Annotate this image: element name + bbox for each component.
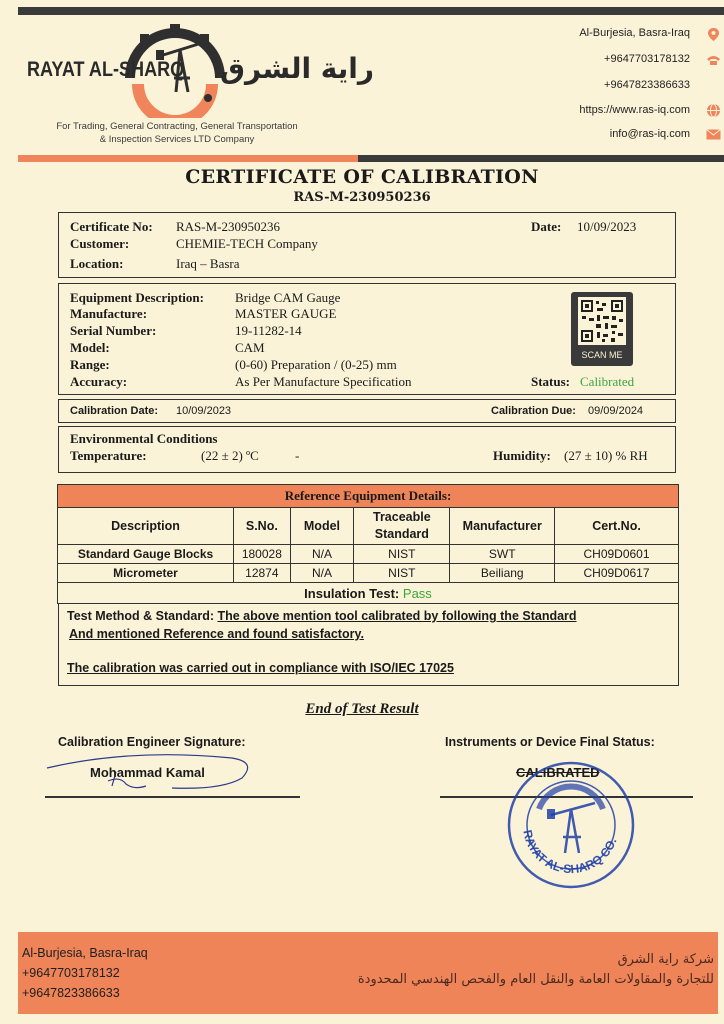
column-header: Model bbox=[290, 508, 354, 545]
status-value: Calibrated bbox=[580, 374, 635, 389]
column-header: Description bbox=[58, 508, 234, 545]
footer-arabic-line-2: للتجارة والمقاولات العامة والنقل العام والفحص الهندسي المحدودة bbox=[357, 972, 714, 987]
final-status-label: Instruments or Device Final Status: bbox=[445, 735, 655, 749]
manufacturer-value: MASTER GAUGE bbox=[235, 306, 337, 321]
test-method-line-2: And mentioned Reference and found satisfactory. bbox=[69, 627, 364, 641]
top-bar bbox=[18, 7, 724, 15]
table-cell: Standard Gauge Blocks bbox=[58, 545, 234, 564]
calibration-dates-box bbox=[58, 399, 676, 423]
column-header: Traceable Standard bbox=[354, 508, 450, 545]
manufacturer-label: Manufacture: bbox=[70, 306, 148, 321]
table-cell: SWT bbox=[450, 545, 555, 564]
insulation-label: Insulation Test: bbox=[304, 585, 400, 601]
engineer-signature-label: Calibration Engineer Signature: bbox=[58, 735, 246, 749]
final-status-value: CALIBRATED bbox=[516, 765, 600, 780]
date-label: Date: bbox=[531, 219, 562, 234]
table-cell: Micrometer bbox=[58, 564, 234, 583]
humidity-value: (27 ± 10) % RH bbox=[564, 448, 648, 463]
globe-icon bbox=[706, 103, 721, 118]
company-stamp bbox=[503, 757, 639, 893]
footer-address: Al-Burjesia, Basra-Iraq bbox=[22, 946, 148, 960]
table-cell: N/A bbox=[290, 564, 354, 583]
accuracy-value: As Per Manufacture Specification bbox=[235, 374, 412, 389]
table-header-row bbox=[58, 508, 679, 545]
stamp-text: RAYAT AL-SHARQ CO. bbox=[520, 828, 620, 877]
table-cell: NIST bbox=[354, 545, 450, 564]
table-row bbox=[58, 545, 679, 564]
phone-icon bbox=[706, 54, 721, 66]
footer-arabic bbox=[358, 950, 714, 990]
tagline-line-2: & Inspection Services LTD Company bbox=[99, 134, 255, 145]
logo-text-en: RAYAT AL-SHARQ bbox=[27, 58, 185, 81]
contact-phone-1: +9647703178132 bbox=[604, 53, 690, 65]
customer-label: Customer: bbox=[70, 236, 130, 251]
test-method-box bbox=[58, 603, 679, 686]
table-row bbox=[58, 564, 679, 583]
contact-website[interactable]: https://www.ras-iq.com bbox=[579, 104, 690, 116]
compliance-statement: The calibration was carried out in compliance with ISO/IEC 17025 bbox=[67, 661, 454, 675]
model-label: Model: bbox=[70, 340, 110, 355]
environment-heading: Environmental Conditions bbox=[70, 431, 218, 446]
qr-scan-label: SCAN ME bbox=[581, 350, 623, 360]
separator-dark bbox=[358, 155, 724, 162]
table-cell: CH09D0601 bbox=[555, 545, 679, 564]
test-method-line-1: The above mention tool calibrated by following the Standard bbox=[217, 609, 577, 623]
calibration-date-label: Calibration Date: bbox=[70, 405, 159, 417]
qr-code[interactable] bbox=[571, 292, 633, 366]
insulation-row bbox=[58, 583, 679, 604]
test-method-label: Test Method & Standard: bbox=[67, 609, 214, 623]
certificate-info-box bbox=[58, 212, 676, 278]
table-cell: N/A bbox=[290, 545, 354, 564]
calibration-due-value: 09/09/2024 bbox=[588, 405, 644, 417]
reference-equipment-section bbox=[57, 484, 679, 604]
table-cell: CH09D0617 bbox=[555, 564, 679, 583]
insulation-value: Pass bbox=[402, 585, 432, 601]
customer-value: CHEMIE-TECH Company bbox=[176, 236, 318, 251]
serial-label: Serial Number: bbox=[70, 323, 157, 338]
temperature-label: Temperature: bbox=[70, 448, 147, 463]
range-label: Range: bbox=[70, 357, 110, 372]
contact-email[interactable]: info@ras-iq.com bbox=[609, 128, 690, 140]
contact-address: Al-Burjesia, Basra-Iraq bbox=[579, 27, 690, 39]
footer-arabic-line-1: شركة راية الشرق bbox=[617, 952, 714, 967]
humidity-label: Humidity: bbox=[493, 448, 551, 463]
engineer-signature-line bbox=[45, 796, 300, 798]
engineer-name: Mohammad Kamal bbox=[90, 765, 205, 780]
location-label: Location: bbox=[70, 256, 124, 271]
location-pin-icon bbox=[707, 27, 720, 42]
table-cell: 180028 bbox=[234, 545, 291, 564]
certificate-id: RAS-M-230950236 bbox=[293, 190, 431, 205]
footer-phone-2: +9647823386633 bbox=[22, 986, 120, 1000]
contact-phone-2: +9647823386633 bbox=[604, 79, 690, 91]
reference-equipment-table bbox=[57, 484, 679, 604]
serial-value: 19-11282-14 bbox=[235, 323, 302, 338]
location-value: Iraq – Basra bbox=[176, 256, 240, 271]
accuracy-label: Accuracy: bbox=[70, 374, 128, 389]
column-header: Cert.No. bbox=[555, 508, 679, 545]
company-tagline bbox=[22, 120, 332, 146]
status-label: Status: bbox=[531, 374, 571, 389]
range-value: (0-60) Preparation / (0-25) mm bbox=[235, 357, 397, 372]
logo-text-ar: راية الشرق bbox=[220, 52, 375, 85]
separator-orange bbox=[18, 155, 358, 162]
date-value: 10/09/2023 bbox=[577, 219, 637, 234]
mail-icon bbox=[706, 129, 721, 140]
end-of-test-result: End of Test Result bbox=[305, 701, 419, 717]
certificate-no-label: Certificate No: bbox=[70, 219, 153, 234]
certificate-title: CERTIFICATE OF CALIBRATION bbox=[185, 166, 539, 188]
column-header: Manufacturer bbox=[450, 508, 555, 545]
equipment-description-label: Equipment Description: bbox=[70, 290, 204, 305]
calibration-due-label: Calibration Due: bbox=[491, 405, 576, 417]
model-value: CAM bbox=[235, 340, 265, 355]
tagline-line-1: For Trading, General Contracting, General Transportation bbox=[56, 121, 298, 132]
reference-heading: Reference Equipment Details: bbox=[58, 485, 679, 508]
column-header: S.No. bbox=[234, 508, 291, 545]
environment-box bbox=[58, 426, 676, 473]
footer-phone-1: +9647703178132 bbox=[22, 966, 120, 980]
table-cell: NIST bbox=[354, 564, 450, 583]
table-cell: 12874 bbox=[234, 564, 291, 583]
equipment-box bbox=[58, 283, 676, 395]
qr-code-icon bbox=[578, 297, 626, 345]
temperature-value: (22 ± 2) ºC bbox=[201, 448, 259, 463]
footer-contact bbox=[22, 943, 148, 1003]
calibration-date-value: 10/09/2023 bbox=[176, 405, 232, 417]
table-cell: Beiliang bbox=[450, 564, 555, 583]
equipment-description-value: Bridge CAM Gauge bbox=[235, 290, 341, 305]
temperature-dash: - bbox=[295, 448, 300, 463]
certificate-no-value: RAS-M-230950236 bbox=[176, 219, 281, 234]
